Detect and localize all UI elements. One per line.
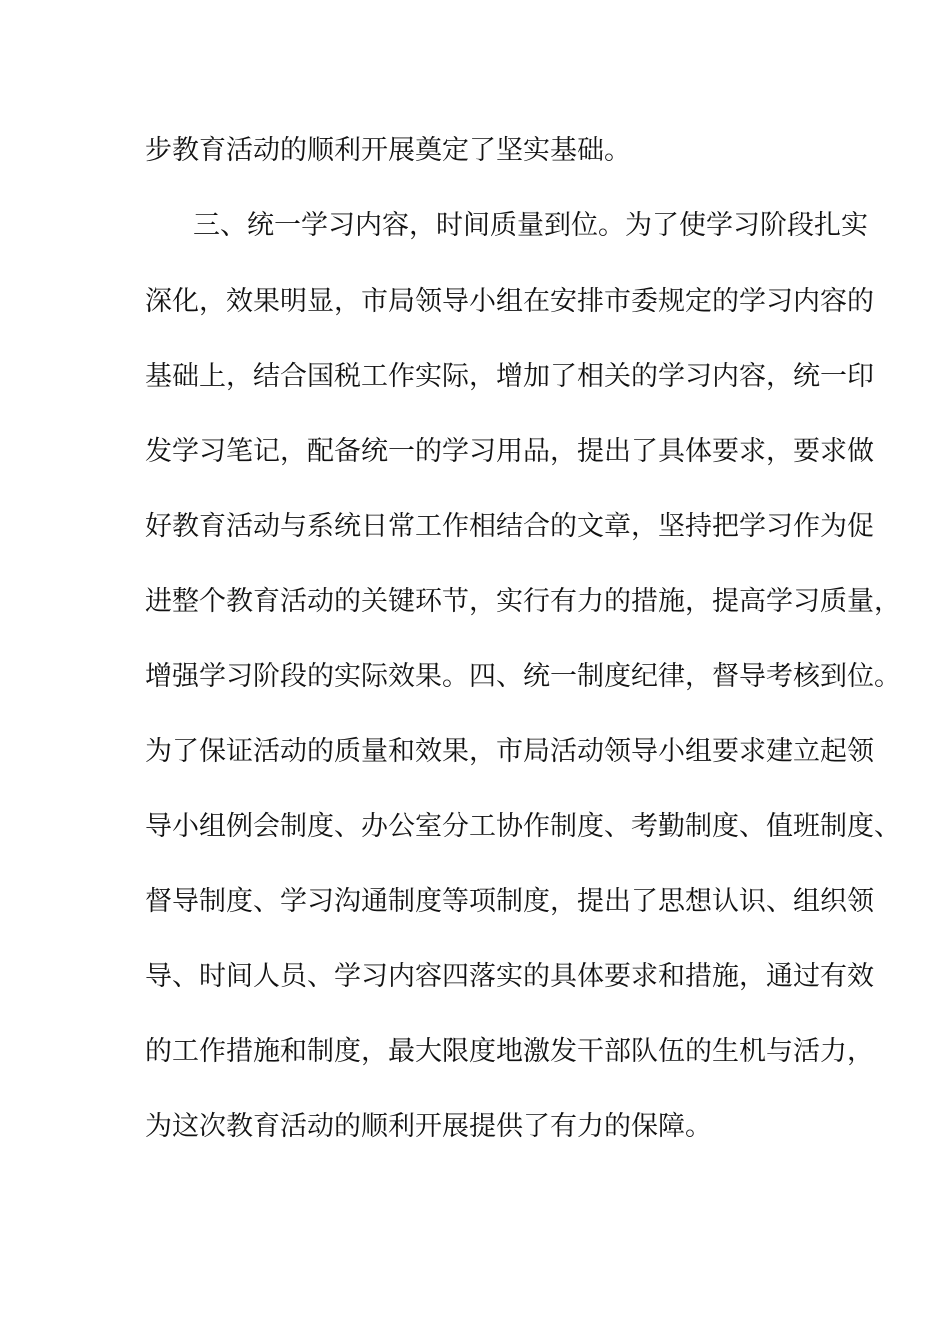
- text-line-11: 督导制度、学习沟通制度等项制度，提出了思想认识、组织领: [145, 886, 874, 917]
- text-line-1: 步教育活动的顺利开展奠定了坚实基础。: [145, 135, 631, 166]
- text-line-7: 进整个教育活动的关键环节，实行有力的措施，提高学习质量，: [145, 586, 901, 617]
- text-line-4: 基础上，结合国税工作实际，增加了相关的学习内容，统一印: [145, 361, 874, 392]
- text-line-2: 三、统一学习内容，时间质量到位。为了使学习阶段扎实: [193, 210, 868, 241]
- text-line-14: 为这次教育活动的顺利开展提供了有力的保障。: [145, 1111, 712, 1142]
- text-line-10: 导小组例会制度、办公室分工协作制度、考勤制度、值班制度、: [145, 811, 901, 842]
- text-line-6: 好教育活动与系统日常工作相结合的文章，坚持把学习作为促: [145, 511, 874, 542]
- text-line-3: 深化，效果明显，市局领导小组在安排市委规定的学习内容的: [145, 286, 874, 317]
- text-line-9: 为了保证活动的质量和效果，市局活动领导小组要求建立起领: [145, 736, 874, 767]
- text-line-5: 发学习笔记，配备统一的学习用品，提出了具体要求，要求做: [145, 436, 874, 467]
- text-line-13: 的工作措施和制度，最大限度地激发干部队伍的生机与活力，: [145, 1036, 874, 1067]
- text-line-8: 增强学习阶段的实际效果。四、统一制度纪律，督导考核到位。: [145, 661, 901, 692]
- text-line-12: 导、时间人员、学习内容四落实的具体要求和措施，通过有效: [145, 961, 874, 992]
